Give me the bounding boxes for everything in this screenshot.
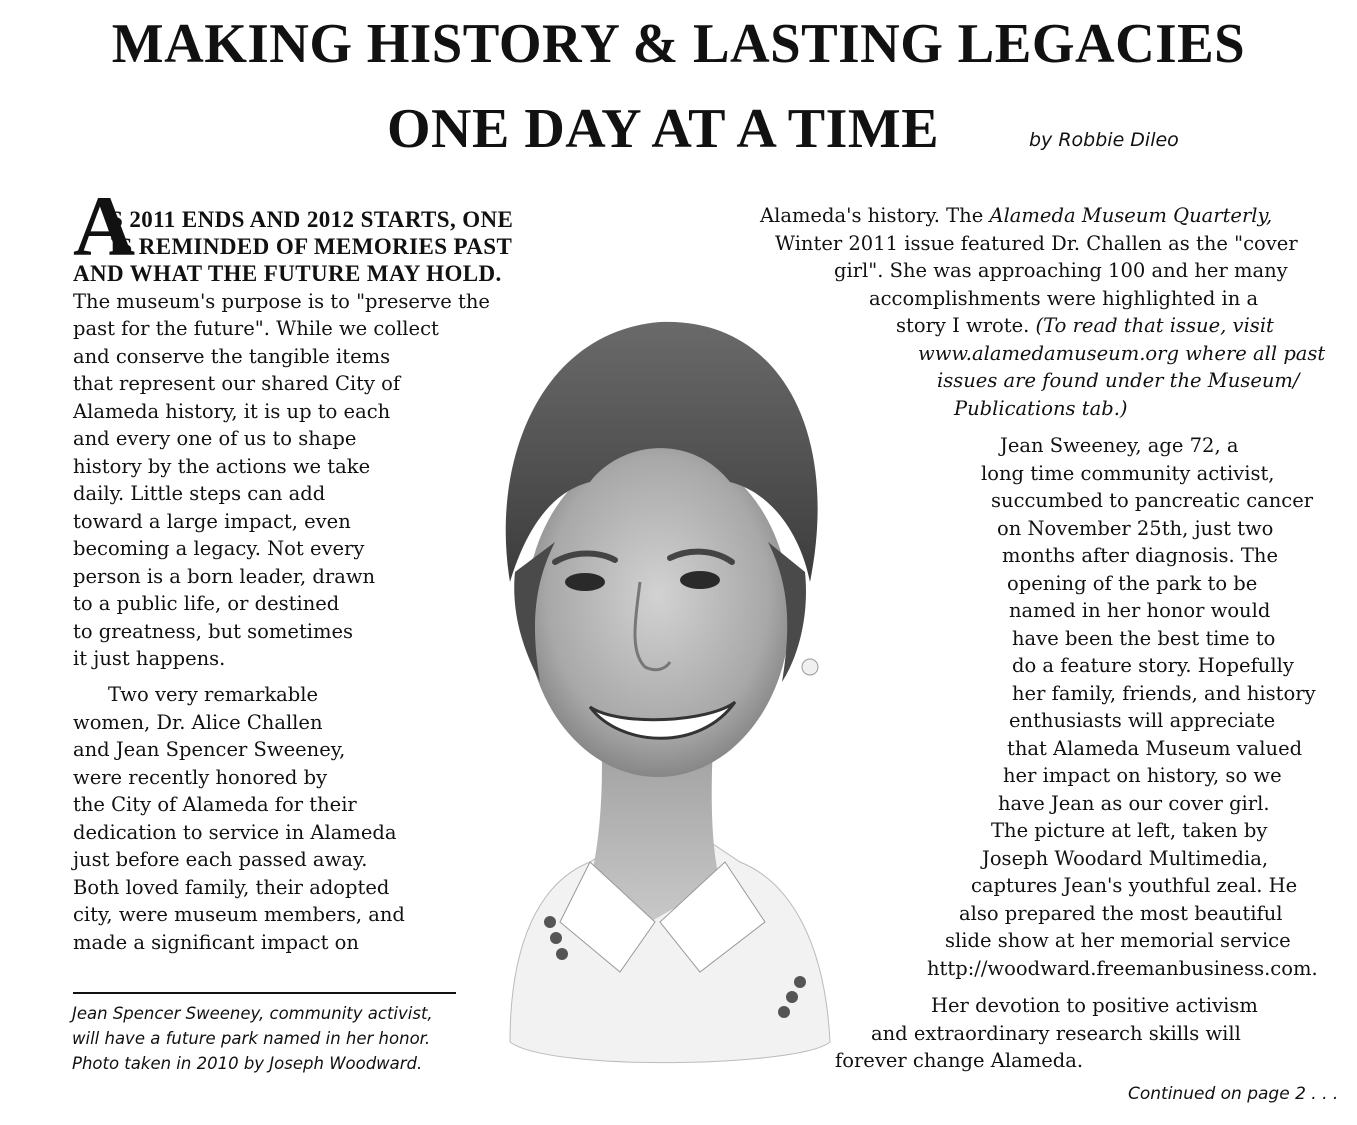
body-line: person is a born leader, drawn [73, 565, 376, 588]
body-line: were recently honored by [73, 766, 328, 789]
body-line: Alameda's history. The Alameda Museum Quarterly, [760, 204, 1273, 227]
body-line: and Jean Spencer Sweeney, [73, 738, 346, 761]
body-line: slide show at her memorial service [945, 929, 1291, 952]
body-line: made a significant impact on [73, 931, 359, 954]
body-line: the City of Alameda for their [73, 793, 357, 816]
lead-line: IS REMINDED OF MEMORIES PAST [110, 234, 513, 259]
body-line: Both loved family, their adopted [73, 876, 390, 899]
publication-title: Alameda Museum Quarterly, [989, 204, 1273, 227]
body-line: have been the best time to [1012, 627, 1276, 650]
note-text: (To read that issue, visit [1035, 314, 1274, 337]
body-line: succumbed to pancreatic cancer [991, 489, 1314, 512]
body-line: named in her honor would [1009, 599, 1271, 622]
body-line: girl". She was approaching 100 and her many [834, 259, 1288, 282]
body-line: The museum's purpose is to "preserve the [73, 290, 490, 313]
web-address: http://woodward.freemanbusiness.com. [927, 957, 1318, 980]
body-line: that represent our shared City of [73, 372, 401, 395]
body-line: months after diagnosis. The [1002, 544, 1279, 567]
body-line: opening of the park to be [1007, 572, 1258, 595]
body-line: on November 25th, just two [997, 517, 1274, 540]
body-line: captures Jean's youthful zeal. He [971, 874, 1298, 897]
body-line: The picture at left, taken by [991, 819, 1268, 842]
body-line: long time community activist, [981, 462, 1275, 485]
body-line: and conserve the tangible items [73, 345, 391, 368]
body-line: enthusiasts will appreciate [1009, 709, 1276, 732]
continued-notice: Continued on page 2 . . . [1128, 1084, 1339, 1104]
body-line: have Jean as our cover girl. [998, 792, 1270, 815]
caption-line: will have a future park named in her honor. [72, 1029, 431, 1048]
headline-line-1: MAKING HISTORY & LASTING LEGACIES [111, 13, 1246, 75]
body-line: story I wrote. (To read that issue, visit [896, 314, 1274, 337]
body-line: Publications tab.) [954, 397, 1128, 420]
lead-line: S 2011 ENDS AND 2012 STARTS, ONE [110, 207, 514, 232]
body-line: www.alamedamuseum.org where all past [918, 342, 1326, 365]
portrait-photo [470, 282, 850, 1076]
body-line: and every one of us to shape [73, 427, 357, 450]
body-line: becoming a legacy. Not every [73, 537, 365, 560]
body-line: Two very remarkable [108, 683, 319, 706]
body-line: her impact on history, so we [1003, 764, 1282, 787]
body-line: toward a large impact, even [73, 510, 351, 533]
body-line: her family, friends, and history [1012, 682, 1316, 705]
body-line: dedication to service in Alameda [73, 821, 397, 844]
byline: by Robbie Dileo [1029, 129, 1179, 151]
body-line: to a public life, or destined [73, 592, 340, 615]
headline-line-2: ONE DAY AT A TIME [387, 98, 940, 160]
caption-line: Jean Spencer Sweeney, community activist, [72, 1004, 433, 1023]
body-line: daily. Little steps can add [73, 482, 326, 505]
body-line: history by the actions we take [73, 455, 371, 478]
body-line: forever change Alameda. [835, 1049, 1084, 1072]
body-line: it just happens. [73, 647, 226, 670]
body-line: do a feature story. Hopefully [1012, 654, 1294, 677]
body-line: Jean Sweeney, age 72, a [1000, 434, 1239, 457]
photo-caption [72, 1001, 472, 1076]
body-line: that Alameda Museum valued [1007, 737, 1303, 760]
portrait-illustration [470, 282, 850, 1072]
body-line: also prepared the most beautiful [959, 902, 1283, 925]
body-line: issues are found under the Museum/ [937, 369, 1300, 392]
body-line: past for the future". While we collect [73, 317, 439, 340]
body-line: accomplishments were highlighted in a [869, 287, 1259, 310]
body-line: Her devotion to positive activism [931, 994, 1258, 1017]
body-line: just before each passed away. [73, 848, 368, 871]
drop-cap: A [73, 178, 136, 274]
lead-line: AND WHAT THE FUTURE MAY HOLD. [73, 261, 502, 286]
caption-rule [73, 992, 456, 994]
body-line: to greatness, but sometimes [73, 620, 354, 643]
body-line: Joseph Woodard Multimedia, [982, 847, 1269, 870]
body-line: women, Dr. Alice Challen [73, 711, 323, 734]
body-line: and extraordinary research skills will [871, 1022, 1241, 1045]
body-line: city, were museum members, and [73, 903, 405, 926]
caption-line: Photo taken in 2010 by Joseph Woodward. [72, 1054, 423, 1073]
body-line: Alameda history, it is up to each [73, 400, 391, 423]
body-line: Winter 2011 issue featured Dr. Challen as the "cover [775, 232, 1298, 255]
